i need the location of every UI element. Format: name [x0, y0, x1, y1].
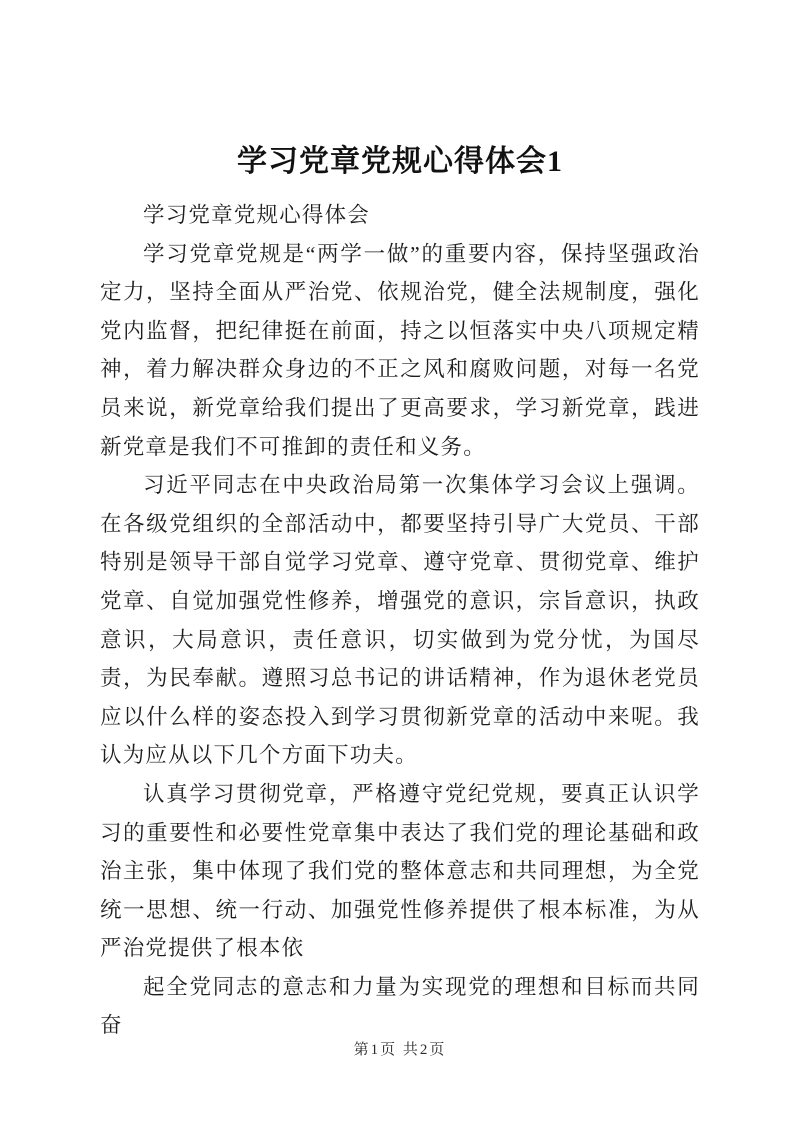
- paragraph: 习近平同志在中央政治局第一次集体学习会议上强调。在各级党组织的全部活动中，都要坚持引导广大党员、干部特别是领导干部自觉学习党章、遵守党章、贯彻党章、维护党章、自觉加强党性修养，增强党的意识，宗旨意识，执政意识，大局意识，责任意识，切实做到为党分忧，为国尽责，为民奉献。遵照习总书记的讲话精神，作为退休老党员应以什么样的姿态投入到学习贯彻新党章的活动中来呢。我认为应从以下几个方面下功夫。: [100, 473, 700, 768]
- paragraph: 起全党同志的意志和力量为实现党的理想和目标而共同奋: [100, 974, 700, 1038]
- page-title: 学习党章党规心得体会1: [237, 145, 563, 178]
- page-number-footer: 第1页 共2页: [353, 1042, 447, 1058]
- document-body: [100, 196, 700, 1045]
- subtitle-line: 学习党章党规心得体会: [143, 203, 371, 227]
- paragraph: 学习党章党规是“两学一做”的重要内容，保持坚强政治定力，坚持全面从严治党、依规治党，健全法规制度，强化党内监督，把纪律挺在前面，持之以恒落实中央八项规定精神，着力解决群众身边的不正之风和腐败问题，对每一名党员来说，新党章给我们提出了更高要求，学习新党章，践进新党章是我们不可推卸的责任和义务。: [100, 241, 700, 459]
- paragraph: 认真学习贯彻党章，严格遵守党纪党规，要真正认识学习的重要性和必要性党章集中表达了我们党的理论基础和政治主张，集中体现了我们党的整体意志和共同理想，为全党统一思想、统一行动、加强党性修养提供了根本标准，为从严治党提供了根本依: [100, 781, 700, 961]
